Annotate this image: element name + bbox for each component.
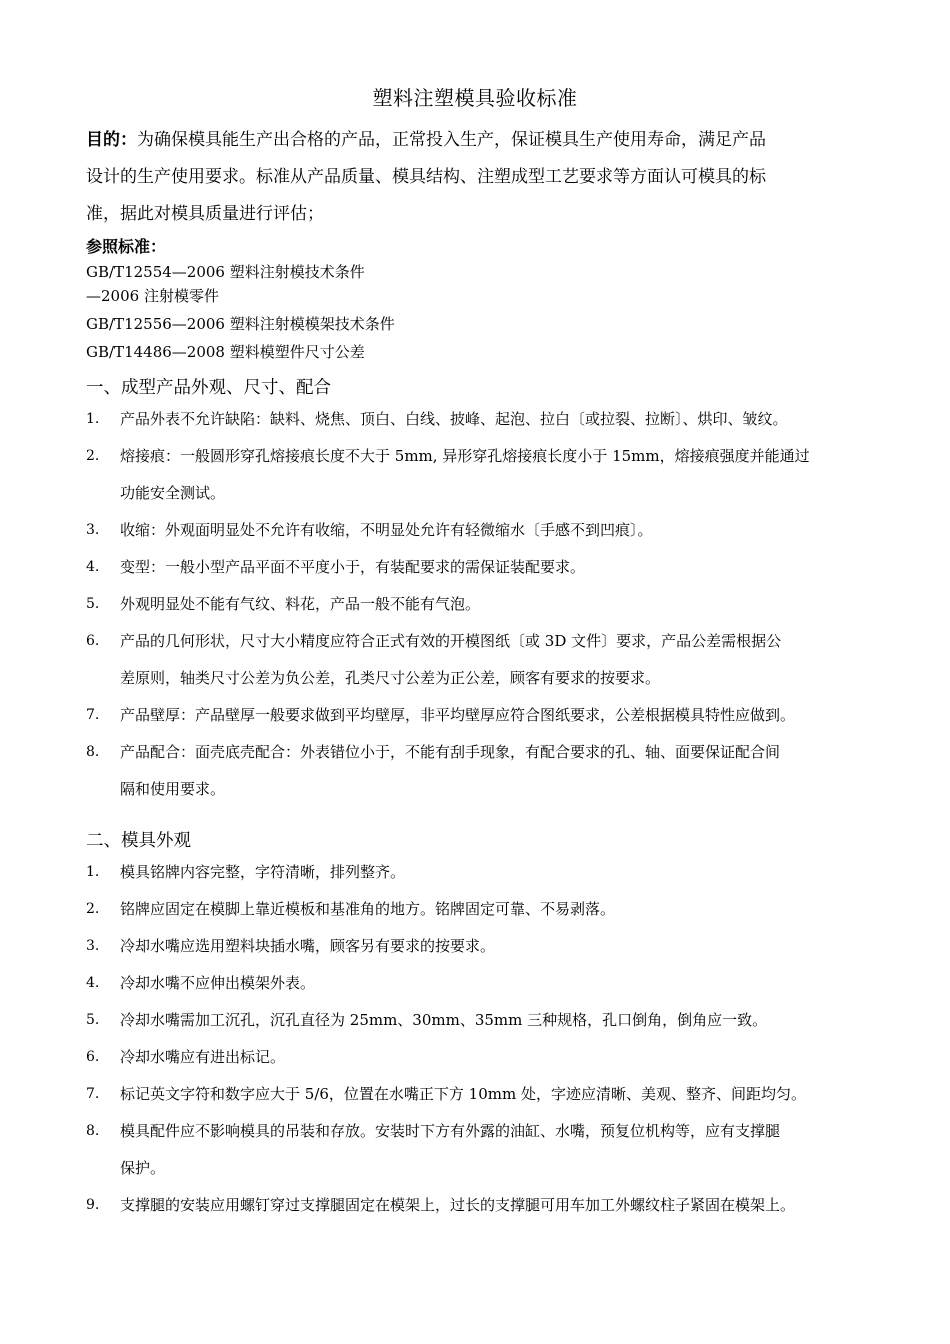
list-item: 3. 冷却水嘴应选用塑料块插水嘴，顾客另有要求的按要求。 xyxy=(86,937,496,955)
reference-item: GB/T12556—2006 塑料注射模模架技术条件 xyxy=(86,315,395,333)
list-item: 7. 产品壁厚：产品壁厚一般要求做到平均壁厚，非平均壁厚应符合图纸要求，公差根据模具特性应做到。 xyxy=(86,706,796,724)
list-item: 8. 产品配合：面壳底壳配合：外表错位小于，不能有刮手现象，有配合要求的孔、轴、面要保证配合间 隔和使用要求。 xyxy=(86,743,781,798)
purpose-label: 目的： xyxy=(86,130,137,150)
list-item: 2. 铭牌应固定在模脚上靠近模板和基准角的地方。铭牌固定可靠、不易剥落。 xyxy=(86,900,616,918)
list-item: 1. 模具铭牌内容完整，字符清晰，排列整齐。 xyxy=(86,863,406,881)
document-title: 塑料注塑模具验收标准 xyxy=(372,86,578,110)
list-item: 4. 变型：一般小型产品平面不平度小于，有装配要求的需保证装配要求。 xyxy=(86,558,586,576)
reference-item: —2006 注射模零件 xyxy=(86,287,219,305)
purpose-line-1: 目的：为确保模具能生产出合格的产品，正常投入生产，保证模具生产使用寿命，满足产品 xyxy=(86,130,766,150)
list-item: 7. 标记英文字符和数字应大于 5/6，位置在水嘴正下方 10mm 处，字迹应清晰、美观、整齐、间距均匀。 xyxy=(86,1085,806,1103)
references-heading: 参照标准： xyxy=(86,237,167,256)
list-item: 9. 支撑腿的安装应用螺钉穿过支撑腿固定在模架上，过长的支撑腿可用车加工外螺纹柱子紧固在模架上。 xyxy=(86,1196,796,1214)
purpose-paragraph xyxy=(86,122,886,233)
section1-heading: 一、成型产品外观、尺寸、配合 xyxy=(86,378,331,398)
list-item: 6. 产品的几何形状，尺寸大小精度应符合正式有效的开模图纸〔或 3D 文件〕要求，产品公差需根据公 差原则，轴类尺寸公差为负公差，孔类尺寸公差为正公差，顾客有要求的按要求。 xyxy=(86,632,782,687)
list-item: 4. 冷却水嘴不应伸出模架外表。 xyxy=(86,974,316,992)
list-item: 2. 熔接痕：一般圆形穿孔熔接痕长度不大于 5mm, 异形穿孔熔接痕长度小于 15mm，熔接痕强度并能通过 功能安全测试。 xyxy=(86,447,810,502)
list-item: 6. 冷却水嘴应有进出标记。 xyxy=(86,1048,286,1066)
purpose-line-2: 设计的生产使用要求。标准从产品质量、模具结构、注塑成型工艺要求等方面认可模具的标 xyxy=(86,167,766,187)
references-list xyxy=(86,262,395,366)
section1-list xyxy=(86,401,886,808)
reference-item: GB/T14486—2008 塑料模塑件尺寸公差 xyxy=(86,343,365,361)
list-item: 5. 外观明显处不能有气纹、料花，产品一般不能有气泡。 xyxy=(86,595,481,613)
reference-item: GB/T12554—2006 塑料注射模技术条件 xyxy=(86,263,365,281)
section2-heading: 二、模具外观 xyxy=(86,831,191,851)
section2-list xyxy=(86,854,886,1224)
list-item: 5. 冷却水嘴需加工沉孔，沉孔直径为 25mm、30mm、35mm 三种规格，孔口倒角，倒角应一致。 xyxy=(86,1011,768,1029)
list-item: 1. 产品外表不允许缺陷：缺料、烧焦、顶白、白线、披峰、起泡、拉白〔或拉裂、拉断〕、烘印、皱纹。 xyxy=(86,410,788,428)
list-item: 8. 模具配件应不影响模具的吊装和存放。安装时下方有外露的油缸、水嘴，预复位机构等，应有支撑腿 保护。 xyxy=(86,1122,781,1177)
purpose-line-3: 准，据此对模具质量进行评估； xyxy=(86,204,324,224)
list-item: 3. 收缩：外观面明显处不允许有收缩，不明显处允许有轻微缩水〔手感不到凹痕〕。 xyxy=(86,521,653,539)
